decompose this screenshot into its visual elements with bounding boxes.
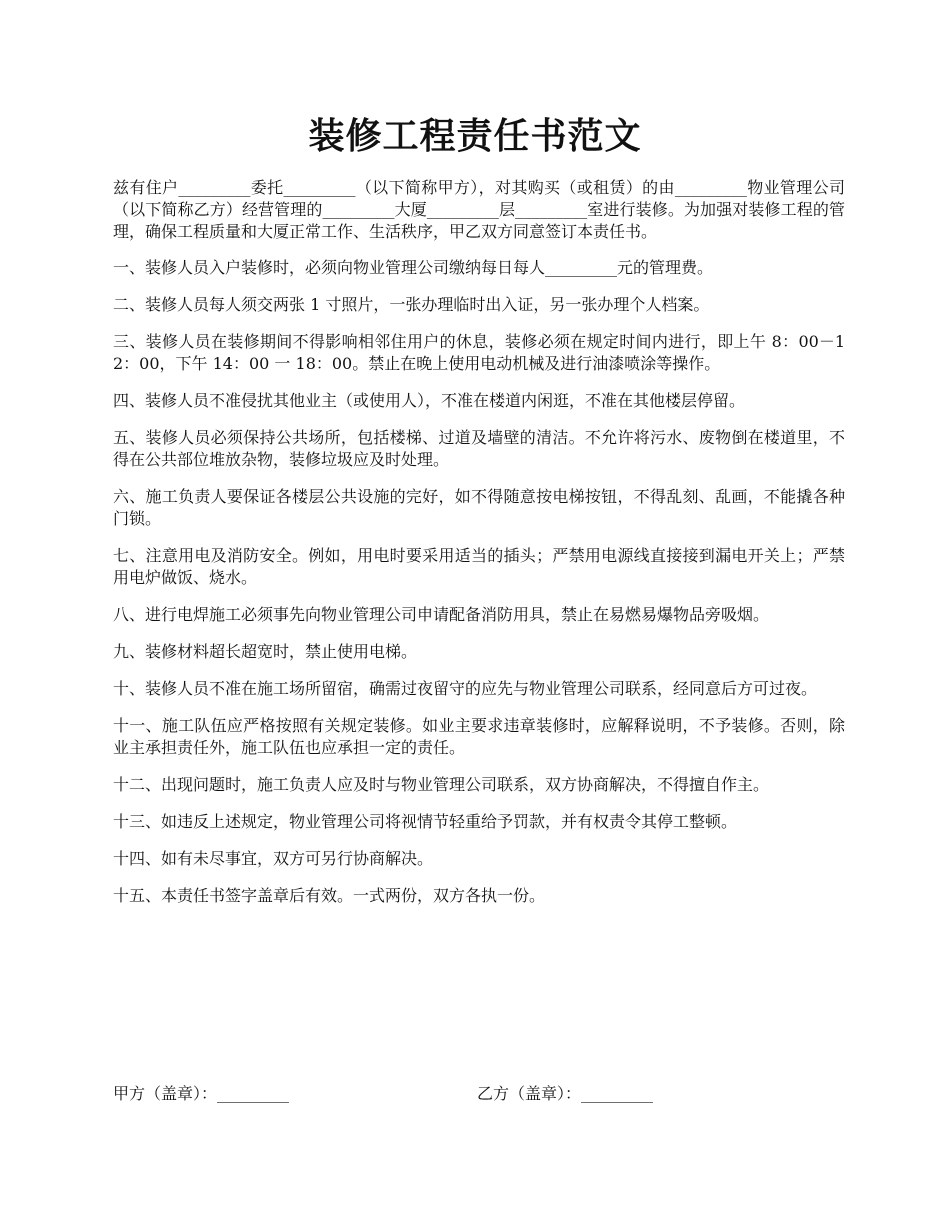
clause-10: 十、装修人员不准在施工场所留宿，确需过夜留守的应先与物业管理公司联系，经同意后方可过夜。 bbox=[113, 679, 818, 698]
clause-13: 十三、如违反上述规定，物业管理公司将视情节轻重给予罚款，并有权责令其停工整顿。 bbox=[113, 812, 738, 831]
intro-paragraph: 兹有住户_________委托_________（以下简称甲方），对其购买（或租赁）的由_________物业管理公司（以下简称乙方）经营管理的_________大厦_________层_________室进行装修。为加强对装修工程的管理，确保工程质量和大厦正常工作、生活秩序，甲乙双方同意签订本责任书。 bbox=[113, 178, 845, 241]
clause-7: 七、注意用电及消防安全。例如，用电时要采用适当的插头；严禁用电源线直接接到漏电开关上；严禁用电炉做饭、烧水。 bbox=[113, 546, 845, 587]
clause-15: 十五、本责任书签字盖章后有效。一式两份，双方各执一份。 bbox=[113, 886, 546, 905]
clause-12: 十二、出现问题时，施工负责人应及时与物业管理公司联系，双方协商解决，不得擅自作主。 bbox=[113, 775, 770, 794]
clause-6: 六、施工负责人要保证各楼层公共设施的完好，如不得随意按电梯按钮，不得乱刻、乱画，不能撬各种门锁。 bbox=[113, 487, 845, 528]
clause-1: 一、装修人员入户装修时，必须向物业管理公司缴纳每日每人_________元的管理费。 bbox=[113, 258, 714, 277]
clause-11: 十一、施工队伍应严格按照有关规定装修。如业主要求违章装修时，应解释说明，不予装修。否则，除业主承担责任外，施工队伍也应承担一定的责任。 bbox=[113, 716, 845, 757]
clause-5: 五、装修人员必须保持公共场所，包括楼梯、过道及墙壁的清洁。不允许将污水、废物倒在楼道里，不得在公共部位堆放杂物，装修垃圾应及时处理。 bbox=[113, 428, 845, 469]
document-body bbox=[113, 177, 845, 922]
party-b-signature: 乙方（盖章）：_________ bbox=[477, 1084, 654, 1103]
clause-9: 九、装修材料超长超宽时，禁止使用电梯。 bbox=[113, 642, 418, 661]
clause-4: 四、装修人员不准侵扰其他业主（或使用人），不准在楼道内闲逛，不准在其他楼层停留。 bbox=[113, 391, 746, 410]
party-a-signature: 甲方（盖章）：_________ bbox=[113, 1084, 290, 1103]
signature-line bbox=[113, 1083, 845, 1107]
document-title: 装修工程责任书范文 bbox=[308, 115, 642, 157]
clause-8: 八、进行电焊施工必须事先向物业管理公司申请配备消防用具，禁止在易燃易爆物品旁吸烟。 bbox=[113, 605, 770, 624]
clause-3: 三、装修人员在装修期间不得影响相邻住用户的休息，装修必须在规定时间内进行，即上午 8：00－12：00，下午 14：00 一 18：00。禁止在晚上使用电动机械及进行油漆喷涂等操作。 bbox=[113, 332, 845, 373]
clause-14: 十四、如有未尽事宜，双方可另行协商解决。 bbox=[113, 849, 434, 868]
clause-2: 二、装修人员每人须交两张 1 寸照片，一张办理临时出入证，另一张办理个人档案。 bbox=[113, 295, 710, 314]
